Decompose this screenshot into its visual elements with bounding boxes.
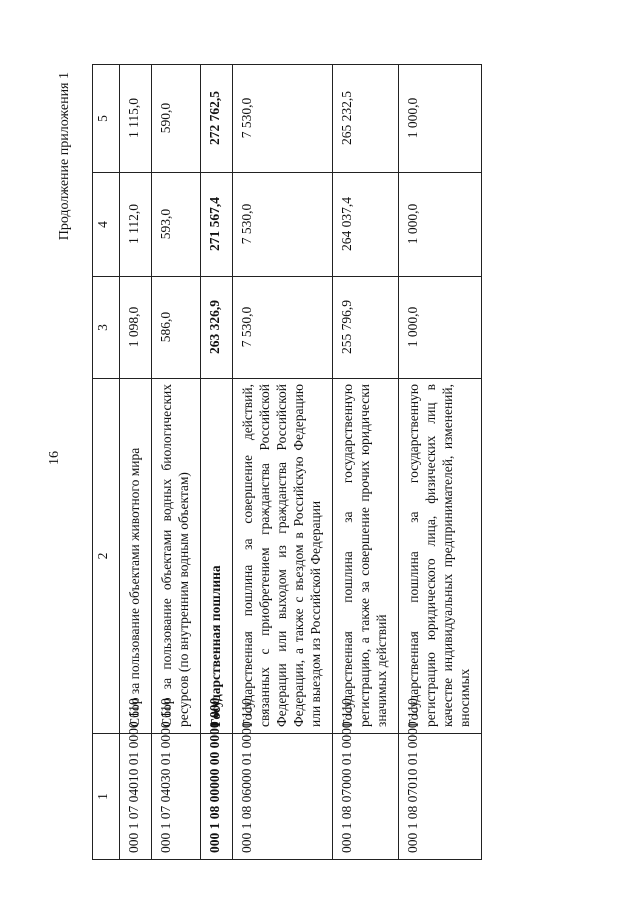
row-name: Государственная пошлина <box>201 379 233 734</box>
row-value-col5: 1 000,0 <box>399 65 482 173</box>
row-value-col4: 271 567,4 <box>201 173 233 277</box>
row-name: Сбор за пользование объектами водных биологических ресурсов (по внутренним водным объектам) <box>152 379 201 734</box>
row-name: Государственная пошлина за государственную регистрацию юридического лица, физических лиц в качестве индивидуальных предпринимателей, изменений, вносимых <box>399 379 482 734</box>
row-value-col4: 264 037,4 <box>333 173 399 277</box>
row-code: 000 1 08 07010 01 0000 110 <box>399 734 482 860</box>
row-value-col5: 272 762,5 <box>201 65 233 173</box>
row-code: 000 1 08 06000 01 0000 110 <box>233 734 333 860</box>
table-row <box>333 65 399 860</box>
budget-table <box>92 64 482 860</box>
row-code: 000 1 08 00000 00 0000 000 <box>201 734 233 860</box>
appendix-caption: Продолжение приложения 1 <box>57 72 72 241</box>
row-value-col3: 263 326,9 <box>201 277 233 379</box>
page-number: 16 <box>47 451 62 465</box>
row-value-col5: 265 232,5 <box>333 65 399 173</box>
column-header-5: 5 <box>93 65 120 173</box>
row-value-col3: 1 000,0 <box>399 277 482 379</box>
column-header-3: 3 <box>93 277 120 379</box>
column-header-4: 4 <box>93 173 120 277</box>
table-row <box>201 65 233 860</box>
row-value-col5: 590,0 <box>152 65 201 173</box>
row-name: Государственная пошлина за государственную регистрацию, а также за совершение прочих юридически значимых действий <box>333 379 399 734</box>
table-row <box>399 65 482 860</box>
row-value-col5: 7 530,0 <box>233 65 333 173</box>
row-value-col4: 1 112,0 <box>120 173 152 277</box>
row-code: 000 1 07 04010 01 0000 110 <box>120 734 152 860</box>
row-value-col3: 255 796,9 <box>333 277 399 379</box>
column-header-2: 2 <box>93 379 120 734</box>
row-name: Сбор за пользование объектами животного мира <box>120 379 152 734</box>
row-value-col3: 7 530,0 <box>233 277 333 379</box>
row-value-col3: 1 098,0 <box>120 277 152 379</box>
table-header-row <box>93 65 120 860</box>
table-row <box>152 65 201 860</box>
row-value-col4: 1 000,0 <box>399 173 482 277</box>
row-code: 000 1 07 04030 01 0000 110 <box>152 734 201 860</box>
table-row <box>233 65 333 860</box>
row-value-col5: 1 115,0 <box>120 65 152 173</box>
row-name: Государственная пошлина за совершение действий, связанных с приобретением гражданства Российской Федерации или выходом из гражданства Российской Федерации, а также с въездом в Российскую Федерацию или выездом из Российской Федерации <box>233 379 333 734</box>
row-value-col4: 7 530,0 <box>233 173 333 277</box>
row-value-col3: 586,0 <box>152 277 201 379</box>
row-code: 000 1 08 07000 01 0000 110 <box>333 734 399 860</box>
row-value-col4: 593,0 <box>152 173 201 277</box>
table-row <box>120 65 152 860</box>
column-header-1: 1 <box>93 734 120 860</box>
